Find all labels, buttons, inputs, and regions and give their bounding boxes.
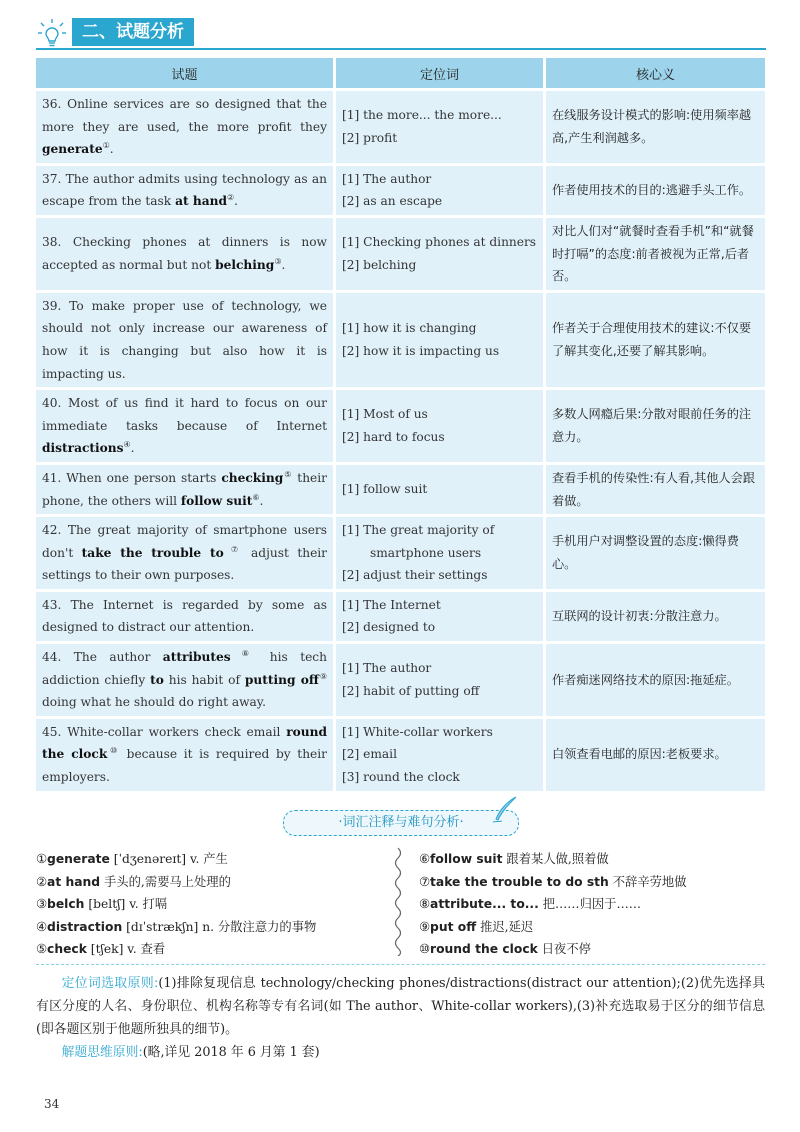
- keyword-item: [1] Most of us: [342, 407, 428, 422]
- vocab-number: ⑧: [419, 897, 431, 911]
- vocab-number: ⑤: [36, 942, 48, 956]
- keyword-item: [2] as an escape: [342, 194, 443, 209]
- question-number: 40.: [42, 396, 68, 411]
- vocab-number: ⑨: [419, 919, 431, 934]
- vocab-term: to: [150, 672, 164, 687]
- vocab-definition: 跟着某人做,照着做: [502, 852, 609, 866]
- keyword-item: [1] The great majority of: [342, 523, 495, 538]
- keyword-cell: [336, 91, 546, 166]
- keyword-item: [2] hard to focus: [342, 430, 445, 445]
- keyword-cell: [336, 218, 546, 293]
- footnote-marker: ⑧: [230, 649, 258, 658]
- meaning-cell: 作者使用技术的目的:逃避手头工作。: [546, 166, 765, 218]
- vocab-entry: [36, 893, 316, 916]
- question-text: his tech addiction chiefly: [42, 650, 327, 687]
- question-number: 41.: [42, 470, 67, 485]
- vocab-word: put off: [430, 919, 477, 934]
- question-text: The author admits using technology as an escape from the task: [42, 171, 327, 209]
- vocab-word: check: [47, 942, 87, 956]
- keyword-cell: [336, 644, 546, 719]
- question-text: The author: [73, 650, 163, 665]
- vocab-definition: 把……归因于……: [538, 897, 642, 911]
- vocab-definition: [ˈdʒenəreɪt] v. 产生: [109, 852, 228, 866]
- meaning-cell: 在线服务设计模式的影响:使用频率越高,产生利润越多。: [546, 91, 765, 166]
- vocab-term: at hand: [175, 194, 227, 209]
- meaning-cell: 对比人们对“就餐时查看手机”和“就餐时打嗝”的态度:前者被视为正常,后者否。: [546, 218, 765, 293]
- divider-chain-icon: [392, 846, 404, 956]
- keyword-item: [2] belching: [342, 257, 417, 272]
- vocab-term: checking: [221, 470, 284, 485]
- vocab-term: distractions: [42, 441, 124, 456]
- footnote-marker: ⑨: [318, 671, 328, 681]
- keyword-cell: [336, 390, 546, 465]
- question-number: 37.: [42, 171, 66, 186]
- vocab-word: take the trouble to do sth: [430, 874, 609, 889]
- keyword-item: [2] how it is impacting us: [342, 343, 500, 358]
- question-text: The great majority of smartphone users don't: [42, 523, 328, 560]
- table-row: [36, 517, 765, 592]
- vocab-definition: 手头的,需要马上处理的: [100, 874, 231, 889]
- vocab-section-title: ·词汇注释与难句分析·: [283, 810, 519, 836]
- keyword-item: [2] habit of putting off: [342, 683, 480, 698]
- question-text: their phone, the others will: [42, 470, 327, 508]
- question-text: because it is required by their employers.: [42, 747, 327, 785]
- question-text: adjust their settings to their own purposes.: [42, 545, 328, 583]
- vocab-word: follow suit: [430, 852, 503, 866]
- vocab-entry: [419, 916, 687, 939]
- footnote-marker: ④: [123, 440, 131, 450]
- vocab-entry: [419, 848, 687, 871]
- column-header: 核心义: [546, 58, 765, 91]
- keyword-cell: [336, 517, 546, 592]
- vocab-term: putting off: [244, 672, 319, 687]
- lightbulb-icon: [36, 18, 68, 48]
- question-text: The Internet is regarded by some as designed to distract our attention.: [42, 597, 327, 635]
- question-cell: [36, 218, 336, 293]
- vocab-term: round the clock: [42, 724, 327, 762]
- vocab-term: belching: [215, 257, 275, 272]
- table-header-row: [36, 58, 765, 91]
- footnote-marker: ⑤: [283, 469, 293, 479]
- question-cell: [36, 592, 336, 644]
- section-title: 二、试题分析: [72, 18, 194, 46]
- question-number: 43.: [42, 597, 71, 612]
- vocab-definition: [tʃek] v. 查看: [86, 942, 166, 956]
- vocab-definition: 日夜不停: [537, 942, 591, 956]
- column-header: 试题: [36, 58, 336, 91]
- vocab-definition: 推迟,延迟: [476, 919, 534, 934]
- vocab-number: ②: [36, 874, 48, 889]
- keyword-cell: [336, 719, 546, 794]
- note-paragraph: [36, 972, 765, 1041]
- vocab-list-right: [419, 848, 687, 961]
- keyword-item: [1] The Internet: [342, 597, 441, 612]
- footnote-marker: ⑥: [252, 492, 260, 502]
- vocab-definition: [dɪˈstrækʃn] n. 分散注意力的事物: [122, 919, 317, 934]
- question-number: 36.: [42, 97, 68, 111]
- vocab-definition: 不辞辛劳地做: [608, 874, 687, 889]
- footnote-marker: ⑦: [223, 544, 243, 554]
- vocab-term: follow suit: [180, 493, 253, 508]
- table-row: [36, 644, 765, 719]
- question-end: .: [259, 493, 264, 508]
- vocab-word: at hand: [47, 874, 101, 889]
- meaning-cell: 白领查看电邮的原因:老板要求。: [546, 719, 765, 794]
- keyword-item: [1] The author: [342, 171, 432, 186]
- vocab-entry: [419, 893, 687, 916]
- question-text: doing what he should do right away.: [42, 695, 266, 710]
- question-text: White-collar workers check email: [67, 724, 287, 739]
- question-end: .: [109, 142, 114, 157]
- vocab-number: ⑩: [419, 942, 431, 956]
- vocab-term: take the trouble to: [81, 545, 224, 560]
- principle-notes: [36, 972, 765, 1064]
- question-number: 39.: [42, 298, 70, 313]
- vocab-list-left: [36, 848, 316, 961]
- footnote-marker: ⑩: [107, 746, 120, 756]
- question-text: To make proper use of technology, we should not only increase our awareness of how it is changing but also how it is impacting us.: [42, 298, 327, 381]
- meaning-cell: 互联网的设计初衷:分散注意力。: [546, 592, 765, 644]
- keyword-cell: [336, 592, 546, 644]
- table-row: [36, 166, 765, 218]
- keyword-item: [1] The author: [342, 661, 432, 676]
- vocab-entry: [36, 938, 316, 961]
- meaning-cell: 作者关于合理使用技术的建议:不仅要了解其变化,还要了解其影响。: [546, 293, 765, 390]
- keyword-item: smartphone users: [370, 545, 482, 560]
- vocab-number: ④: [36, 919, 48, 934]
- vocab-entry: [419, 938, 687, 961]
- vocab-entry: [419, 871, 687, 894]
- keyword-item: [1] follow suit: [342, 482, 428, 497]
- vocab-definition: [beltʃ] v. 打嗝: [84, 897, 168, 911]
- vocab-term: generate: [42, 142, 103, 157]
- keyword-cell: [336, 293, 546, 390]
- vocab-term: attributes: [162, 650, 231, 665]
- analysis-table: [36, 58, 765, 794]
- question-end: .: [234, 194, 239, 209]
- note-paragraph: [36, 1041, 765, 1064]
- note-text: (1)排除复现信息 technology/checking phones/distractions(distract our attention);(2)优先选择具有区分度的人名、身份职位、机构名称等专有名词(如 The author、White-collar workers),(3)补充选取易于区分的细节信息(即各题区别于他题所独具的细节)。: [36, 976, 765, 1037]
- vocab-entry: [36, 916, 316, 939]
- meaning-cell: 手机用户对调整设置的态度:懒得费心。: [546, 517, 765, 592]
- vocab-word: round the clock: [430, 942, 538, 956]
- keyword-item: [1] Checking phones at dinners: [342, 235, 537, 250]
- keyword-item: [2] designed to: [342, 620, 436, 635]
- question-text: Online services are so designed that the more they are used, the more profit they: [42, 97, 327, 134]
- question-text: Most of us find it hard to focus on our immediate tasks because of Internet: [42, 396, 327, 433]
- question-cell: [36, 465, 336, 517]
- divider: [36, 964, 765, 965]
- question-number: 42.: [42, 523, 68, 538]
- meaning-cell: 多数人网瘾后果:分散对眼前任务的注意力。: [546, 390, 765, 465]
- keyword-item: [2] profit: [342, 130, 398, 145]
- question-number: 44.: [42, 650, 74, 665]
- column-header: 定位词: [336, 58, 546, 91]
- question-number: 38.: [42, 235, 73, 250]
- table-row: [36, 465, 765, 517]
- question-text: Checking phones at dinners is now accepted as normal but not: [42, 235, 327, 272]
- table-row: [36, 91, 765, 166]
- section-header: [36, 18, 766, 48]
- note-text: (略,详见 2018 年 6 月第 1 套): [142, 1045, 320, 1060]
- note-label: 解题思维原则:: [61, 1045, 143, 1060]
- question-text: When one person starts: [66, 470, 222, 485]
- question-cell: [36, 390, 336, 465]
- header-rule: [36, 48, 766, 50]
- vocab-word: belch: [47, 897, 85, 911]
- vocab-number: ⑥: [419, 852, 431, 866]
- table-row: [36, 390, 765, 465]
- question-number: 45.: [42, 724, 68, 739]
- note-label: 定位词选取原则:: [61, 976, 159, 991]
- question-cell: [36, 517, 336, 592]
- table-row: [36, 293, 765, 390]
- question-cell: [36, 293, 336, 390]
- question-cell: [36, 719, 336, 794]
- table-row: [36, 592, 765, 644]
- table-row: [36, 719, 765, 794]
- footnote-marker: ①: [102, 141, 110, 151]
- quill-pen-icon: [490, 795, 520, 825]
- keyword-item: [1] how it is changing: [342, 321, 477, 336]
- question-end: .: [130, 441, 135, 456]
- keyword-item: [1] White-collar workers: [342, 724, 493, 739]
- keyword-item: [3] round the clock: [342, 770, 460, 785]
- table-row: [36, 218, 765, 293]
- question-cell: [36, 644, 336, 719]
- keyword-cell: [336, 465, 546, 517]
- vocab-entry: [36, 871, 316, 894]
- meaning-cell: 作者痴迷网络技术的原因:拖延症。: [546, 644, 765, 719]
- footnote-marker: ②: [227, 193, 235, 203]
- vocab-number: ⑦: [419, 874, 431, 889]
- vocab-word: generate: [47, 852, 110, 866]
- question-cell: [36, 91, 336, 166]
- question-end: .: [281, 257, 286, 272]
- meaning-cell: 查看手机的传染性:有人看,其他人会跟着做。: [546, 465, 765, 517]
- vocab-number: ①: [36, 852, 48, 866]
- keyword-cell: [336, 166, 546, 218]
- page-number: 34: [44, 1097, 60, 1111]
- question-cell: [36, 166, 336, 218]
- vocab-entry: [36, 848, 316, 871]
- footnote-marker: ③: [274, 256, 282, 266]
- keyword-item: [2] adjust their settings: [342, 568, 488, 583]
- keyword-item: [2] email: [342, 747, 397, 762]
- vocab-word: attribute... to...: [430, 897, 539, 911]
- keyword-item: [1] the more... the more...: [342, 108, 502, 123]
- vocab-word: distraction: [47, 919, 123, 934]
- vocab-number: ③: [36, 897, 48, 911]
- question-text: his habit of: [163, 672, 245, 687]
